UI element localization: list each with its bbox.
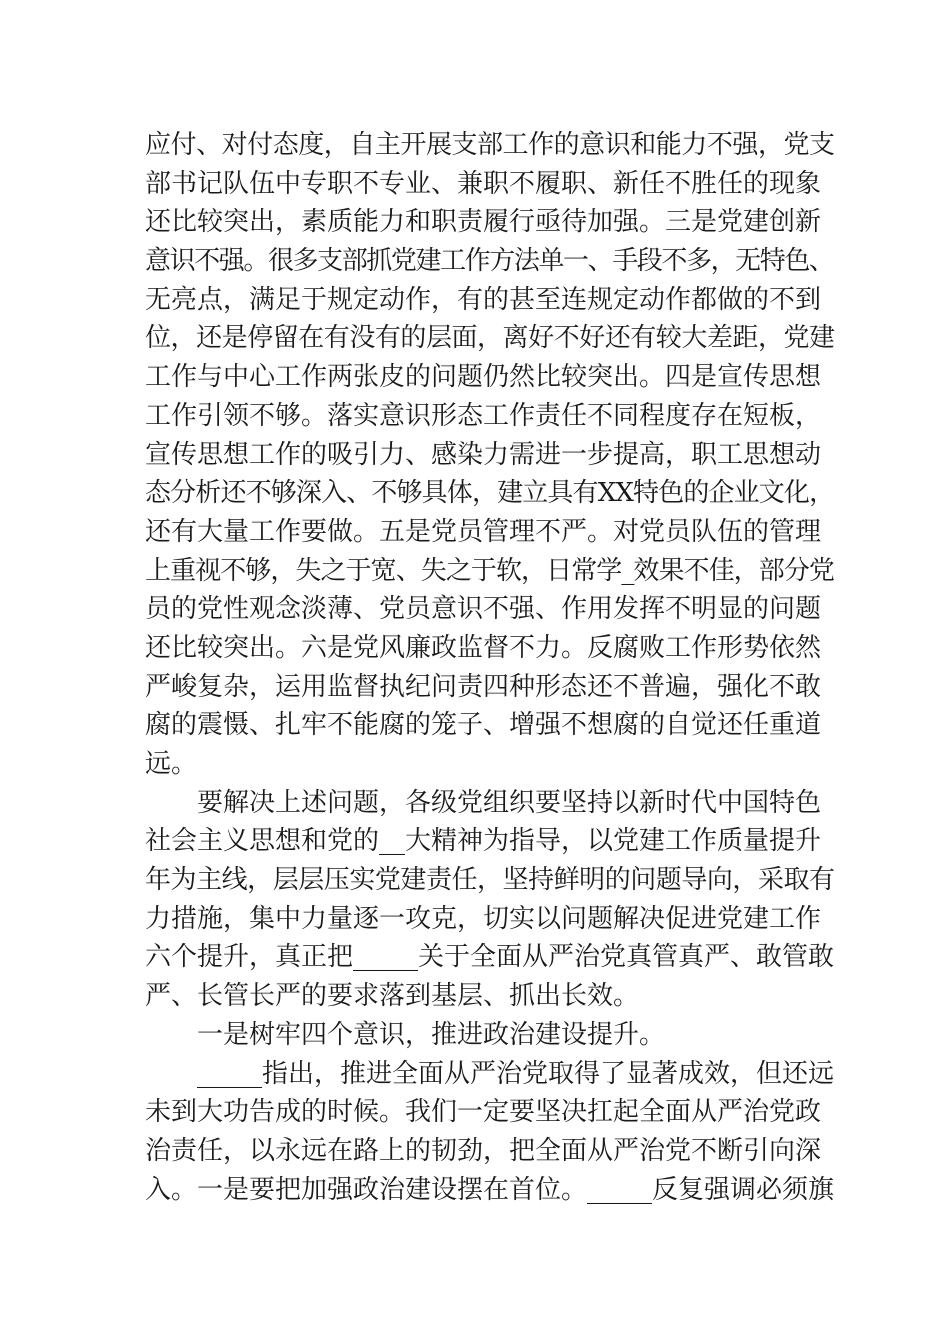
text-line: 腐的震慑、扎牢不能腐的笼子、增强不想腐的自觉还任重道 bbox=[145, 710, 822, 741]
text-line: 严、长管长严的要求落到基层、抓出长效。 bbox=[145, 981, 640, 1012]
text-line: 部书记队伍中专职不专业、兼职不履职、新任不胜任的现象 bbox=[145, 168, 822, 199]
text-line: 年为主线，层层压实党建责任，坚持鲜明的问题导向，采取有 bbox=[145, 865, 835, 896]
text-line: 力措施，集中力量逐一攻克，切实以问题解决促进党建工作 bbox=[145, 903, 822, 934]
text-line: 严峻复杂，运用监督执纪问责四种形态还不普遍，强化不敢 bbox=[145, 671, 822, 702]
text-line: 社会主义思想和党的__大精神为指导，以党建工作质量提升 bbox=[145, 826, 822, 857]
text-line: 意识不强。很多支部抓党建工作方法单一、手段不多，无特色、 bbox=[145, 246, 834, 277]
text-line: 远。 bbox=[145, 749, 198, 779]
text-line: 未到大功告成的时候。我们一定要坚决扛起全面从严治党政 bbox=[145, 1097, 822, 1128]
section-heading-line: 一是树牢四个意识，推进政治建设提升。 bbox=[145, 1019, 666, 1050]
paragraph-start-line: 要解决上述问题，各级党组织要坚持以新时代中国特色 bbox=[145, 787, 822, 818]
text-line: 应付、对付态度，自主开展支部工作的意识和能力不强，党支 bbox=[145, 130, 835, 160]
text-line: 上重视不够，失之于宽、失之于软，日常学_效果不佳，部分党 bbox=[145, 555, 834, 586]
text-line: 工作引领不够。落实意识形态工作责任不同程度存在短板， bbox=[145, 400, 822, 431]
body-text bbox=[145, 126, 835, 1209]
paragraph-start-line: _____指出，推进全面从严治党取得了显著成效，但还远 bbox=[145, 1058, 835, 1089]
text-line: 员的党性观念淡薄、党员意识不强、作用发挥不明显的问题 bbox=[145, 594, 822, 625]
text-line: 宣传思想工作的吸引力、感染力需进一步提高，职工思想动 bbox=[145, 439, 822, 470]
text-line: 六个提升，真正把_____关于全面从严治党真管真严、敢管敢 bbox=[145, 942, 835, 973]
text-line: 工作与中心工作两张皮的问题仍然比较突出。四是宣传思想 bbox=[145, 362, 822, 393]
text-line: 还比较突出，素质能力和职责履行亟待加强。三是党建创新 bbox=[145, 207, 822, 238]
text-line: 还有大量工作要做。五是党员管理不严。对党员队伍的管理 bbox=[145, 516, 822, 547]
text-line: 无亮点，满足于规定动作，有的甚至连规定动作都做的不到 bbox=[145, 284, 822, 315]
text-line: 治责任，以永远在路上的韧劲，把全面从严治党不断引向深 bbox=[145, 1135, 822, 1166]
text-line: 入。一是要把加强政治建设摆在首位。_____反复强调必须旗 bbox=[145, 1174, 835, 1205]
text-line: 位，还是停留在有没有的层面，离好不好还有较大差距，党建 bbox=[145, 323, 835, 354]
text-line: 态分析还不够深入、不够具体，建立具有XX特色的企业文化， bbox=[145, 478, 835, 509]
text-line: 还比较突出。六是党风廉政监督不力。反腐败工作形势依然 bbox=[145, 632, 822, 663]
